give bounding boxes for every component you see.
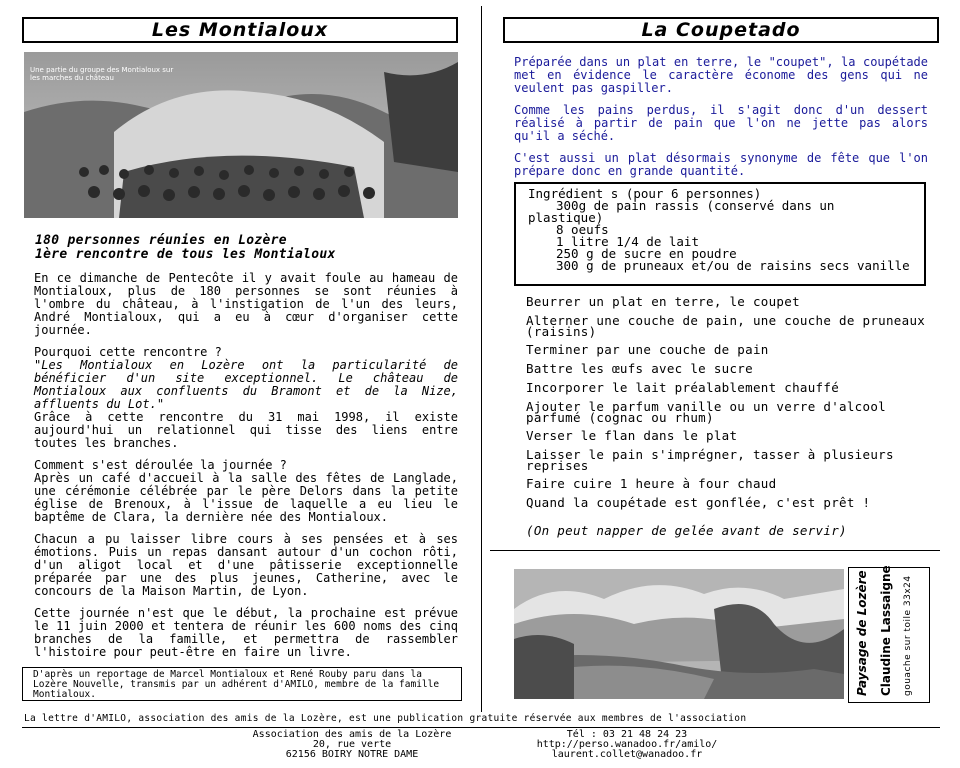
painting-separator — [490, 550, 940, 551]
intro-paragraph: C'est aussi un plat désormais synonyme de fête que l'on prépare donc en grande quantité. — [514, 151, 928, 178]
article-paragraph: Grâce à cette rencontre du 31 mai 1998, il existe aujourd'hui un relationnel qui tisse des liens entre toutes les branches. — [34, 410, 458, 450]
headline-line-1: 180 personnes réunies en Lozère — [35, 233, 287, 248]
ingredient-item: 1 litre 1/4 de lait — [556, 234, 699, 249]
recipe-step: Terminer par une couche de pain — [526, 342, 769, 357]
article-headline — [35, 234, 465, 262]
recipe-step: Alterner une couche de pain, une couche de pruneaux (raisins) — [526, 313, 926, 339]
recipe-step: Incorporer le lait préalablement chauffé — [526, 380, 840, 395]
article-subheading: Comment s'est déroulée la journée ? — [34, 458, 287, 472]
recipe-step: Ajouter le parfum vanille ou un verre d'alcool parfumé (cognac ou rhum) — [526, 399, 886, 425]
intro-paragraph: Préparée dans un plat en terre, le "coupet", la coupétade met en évidence le caractère économe des gens qui ne veulent pas gaspiller. — [514, 55, 928, 95]
column-divider — [481, 6, 482, 712]
recipe-step: Verser le flan dans le plat — [526, 428, 738, 443]
article-quote: "Les Montialoux en Lozère ont la particularité de bénéficier d'un site exceptionnel. Le château de Montialoux aux confluents du Bramont et de la Nize, affluents du Lot." — [34, 358, 458, 411]
right-title: La Coupetado — [503, 17, 939, 43]
left-title: Les Montialoux — [22, 17, 458, 43]
landscape-painting-image — [514, 569, 844, 699]
recipe-intro — [514, 56, 928, 187]
source-credit: D'après un reportage de Marcel Montialoux et René Rouby paru dans la Lozère Nouvelle, transmis par un adhérent d'AMILO, membre de la famille Montialoux. — [22, 667, 462, 701]
painting-artist: Claudine Lassaigne — [879, 565, 893, 696]
ingredient-item: 8 oeufs — [556, 222, 609, 237]
article-paragraph: Cette journée n'est que le début, la prochaine est prévue le 11 juin 2000 et tentera de réunir les 600 noms des cinq branches de la famille, et permettra de rassembler l'histoire pour peut-être en faire un livre. — [34, 606, 458, 659]
article-paragraph: Après un café d'accueil à la salle des fêtes de Langlade, une cérémonie célébrée par le père Delors dans la petite église de Brenoux, à l'issue de laquelle a eu lieu le baptême de Clara, la dernière née des Montialoux. — [34, 471, 458, 524]
phone-number: Tél : 03 21 48 24 23 — [566, 729, 688, 740]
headline-line-2: 1ère rencontre de tous les Montialoux — [35, 247, 336, 262]
landscape-painting — [514, 569, 844, 699]
recipe-step: Laisser le pain s'imprégner, tasser à plusieurs reprises — [526, 447, 894, 473]
email-link[interactable]: laurent.collet@wanadoo.fr — [551, 749, 703, 760]
photo-caption: Une partie du groupe des Montialoux sur les marches du château — [30, 66, 174, 82]
ingredients-box — [514, 182, 926, 286]
footer-contact — [492, 730, 762, 760]
painting-caption — [848, 567, 930, 703]
recipe-step: Faire cuire 1 heure à four chaud — [526, 476, 777, 491]
article-paragraph: En ce dimanche de Pentecôte il y avait foule au hameau de Montialoux, plus de 180 personnes se sont réunies à l'ombre du château, à l'instigation de l'un des leurs, André Montialoux, qui a eu à cœur d'organiser cette journée. — [34, 271, 458, 337]
recipe-step: Quand la coupétade est gonflée, c'est prêt ! — [526, 495, 871, 510]
footer-notice: La lettre d'AMILO, association des amis de la Lozère, est une publication gratuite réservée aux membres de l'association — [24, 713, 747, 724]
recipe-step: Beurrer un plat en terre, le coupet — [526, 294, 800, 309]
footer-separator — [22, 727, 940, 728]
painting-medium: gouache sur toile 33x24 — [903, 575, 913, 696]
ingredient-item: 250 g de sucre en poudre — [556, 246, 737, 261]
address-line: 62156 BOIRY NOTRE DAME — [285, 749, 419, 760]
group-photo — [24, 52, 458, 218]
website-link[interactable]: http://perso.wanadoo.fr/amilo/ — [536, 739, 718, 750]
footer-address — [232, 730, 472, 760]
address-line: Association des amis de la Lozère — [252, 729, 452, 740]
article-paragraph: Chacun a pu laisser libre cours à ses pensées et à ses émotions. Puis un repas dansant autour d'un cochon rôti, d'un aligot local et d'une pâtisserie exceptionnelle préparée par une des plus jeunes, Catherine, avec le concours de la Maison Martin, de Lyon. — [34, 532, 458, 598]
article-body — [34, 272, 458, 668]
recipe-step: Battre les œufs avec le sucre — [526, 361, 753, 376]
ingredient-item: 300g de pain rassis (conservé dans un plastique) — [528, 198, 835, 225]
intro-paragraph: Comme les pains perdus, il s'agit donc d'un dessert réalisé à partir de pain que l'on ne jette pas alors qu'il a séché. — [514, 103, 928, 143]
painting-title: Paysage de Lozère — [855, 570, 869, 696]
address-line: 20, rue verte — [312, 739, 392, 750]
article-subheading: Pourquoi cette rencontre ? — [34, 345, 222, 359]
ingredients-title: Ingrédient s (pour 6 personnes) — [528, 186, 762, 201]
ingredient-item: 300 g de pruneaux et/ou de raisins secs vanille — [556, 258, 910, 273]
recipe-note: (On peut napper de gelée avant de servir) — [526, 523, 847, 538]
